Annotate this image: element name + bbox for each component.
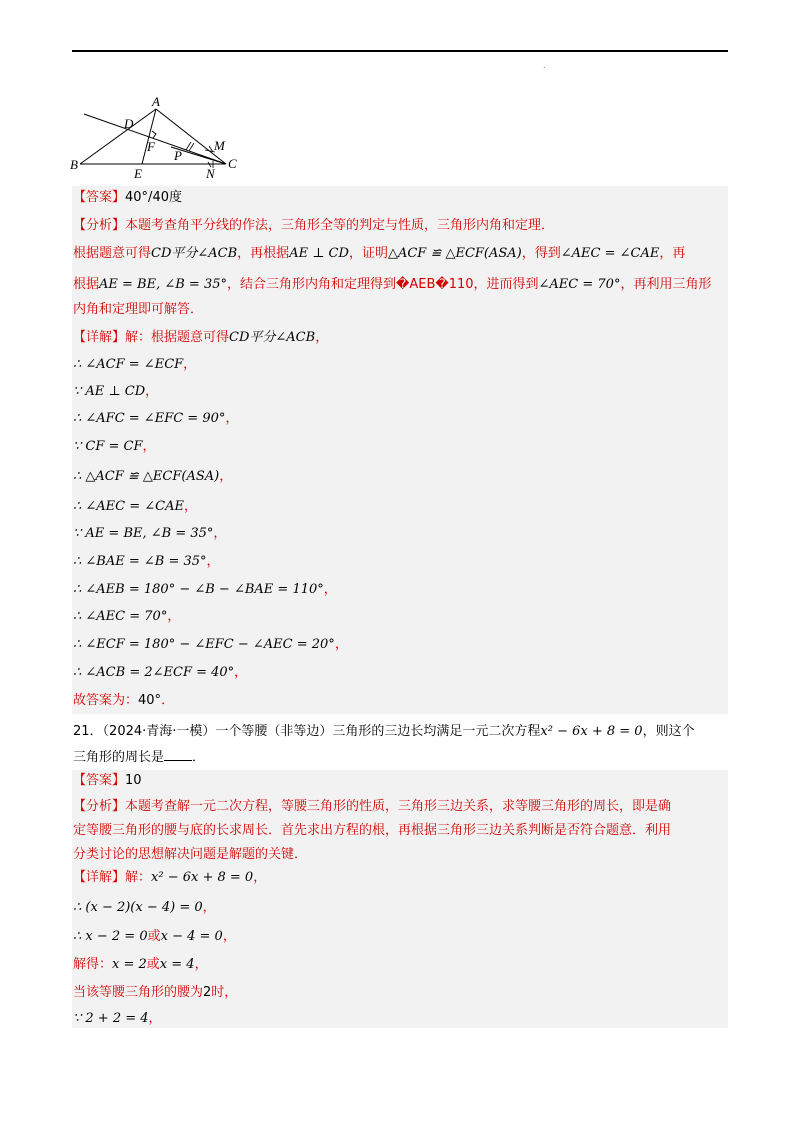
q20-analysis-line4: 内角和定理即可解答． xyxy=(73,302,204,317)
detail-tag: 【详解】 xyxy=(73,330,126,345)
label-d: D xyxy=(124,116,134,131)
step-math: ∴ ∠BAE = ∠B = 35° xyxy=(73,554,207,569)
math-expr: △ACF ≌ △ECF(ASA) xyxy=(387,246,522,261)
step-math: ∴ x − 2 = 0 xyxy=(73,929,148,944)
connector-text: 或 xyxy=(147,929,161,944)
q20-step xyxy=(73,607,180,627)
punct: ， xyxy=(145,384,159,399)
step-math: x = 4 xyxy=(159,957,195,972)
analysis-text: ，结合三角形内角和定理得到�AEB�110 xyxy=(227,277,474,292)
punct: ， xyxy=(184,499,198,514)
q20-step xyxy=(73,409,238,429)
q21-step xyxy=(73,927,236,947)
q21-analysis-line2: 定等腰三角形的腰与底的长求周长．首先求出方程的根，再根据三角形三边关系判断是否符合题意．利用 xyxy=(73,823,672,838)
punct: ， xyxy=(334,637,348,652)
label-e: E xyxy=(134,166,142,178)
q21-step xyxy=(73,898,216,918)
q20-detail-intro xyxy=(73,328,328,348)
analysis-text: ，再根据 xyxy=(237,246,290,261)
step-math: x = 2 xyxy=(112,957,147,972)
q20-step xyxy=(73,382,158,402)
step-math: ∴ ∠AEC = 70° xyxy=(73,609,168,624)
q20-analysis-line2 xyxy=(73,244,685,264)
punct: ， xyxy=(222,929,236,944)
q20-step xyxy=(73,524,226,544)
step-math: ∴ △ACF ≌ △ECF(ASA) xyxy=(73,469,220,484)
step-math: ∵ CF = CF xyxy=(73,439,143,454)
q20-final-answer xyxy=(73,691,174,711)
analysis-text: 本题考查解一元二次方程，等腰三角形的性质，三角形三边关系，求等腰三角形的周长，即是确 xyxy=(125,799,672,814)
step-math: ∴ ∠AEB = 180° − ∠B − ∠BAE = 110° xyxy=(73,582,324,597)
q21-answer xyxy=(73,771,142,791)
q20-step xyxy=(73,663,247,683)
question-text: 21．（2024·青海·一模）一个等腰（非等边）三角形的三边长均满足一元二次方程 xyxy=(73,724,541,739)
detail-text: 解：根据题意可得 xyxy=(125,330,230,345)
punct: ， xyxy=(219,469,233,484)
punct: ， xyxy=(142,439,156,454)
step-math: ∴ ∠ACF = ∠ECF xyxy=(73,357,184,372)
q20-step xyxy=(73,635,348,655)
math-expr: x² − 6x + 8 = 0 xyxy=(151,870,254,885)
step-math: ∴ ∠AFC = ∠EFC = 90° xyxy=(73,411,226,426)
punct: ， xyxy=(202,900,216,915)
final-label: 故答案为： xyxy=(73,693,139,708)
segment-ac xyxy=(156,109,226,164)
punct: ， xyxy=(167,609,181,624)
analysis-text: ，再 xyxy=(659,246,686,261)
analysis-tag: 【分析】 xyxy=(73,218,126,233)
q21-stem-line1 xyxy=(73,722,695,742)
step-value: 2 xyxy=(203,985,212,1000)
math-expr: CD平分∠ACB xyxy=(229,330,316,345)
q21-detail-intro xyxy=(73,868,266,888)
triangle-figure xyxy=(68,92,248,178)
q21-step xyxy=(73,983,237,1003)
analysis-text: 本题考查角平分线的作法，三角形全等的判定与性质，三角形内角和定理． xyxy=(125,218,555,233)
q20-step xyxy=(73,497,197,517)
punct: ． xyxy=(192,750,206,765)
label-c: C xyxy=(228,156,237,171)
step-text: 当该等腰三角形的腰为 xyxy=(73,985,204,1000)
math-expr: CD平分∠ACB xyxy=(151,246,238,261)
label-m: M xyxy=(214,138,225,153)
punct: ， xyxy=(183,357,197,372)
step-text: 时， xyxy=(211,985,238,1000)
analysis-text: ，证明 xyxy=(348,246,388,261)
q21-analysis-line3: 分类讨论的思想解决问题是解题的关键． xyxy=(73,847,308,862)
math-expr: AE = BE, ∠B = 35° xyxy=(99,277,228,292)
step-math: ∴ (x − 2)(x − 4) = 0 xyxy=(73,900,203,915)
q20-answer xyxy=(73,188,182,208)
right-angle-mark xyxy=(152,131,156,138)
step-math: ∴ ∠ACB = 2∠ECF = 40° xyxy=(73,665,235,680)
q20-step xyxy=(73,552,220,572)
answer-blank xyxy=(164,748,192,761)
q20-step xyxy=(73,355,196,375)
connector-text: 或 xyxy=(146,957,160,972)
q21-step xyxy=(73,1009,162,1029)
math-expr: AE ⊥ CD xyxy=(289,246,349,261)
q20-step xyxy=(73,580,337,600)
punct: ， xyxy=(315,330,329,345)
punct: ， xyxy=(148,1011,162,1026)
detail-tag: 【详解】 xyxy=(73,870,126,885)
punct: ， xyxy=(225,411,239,426)
math-expr: ∠AEC = 70° xyxy=(538,277,621,292)
analysis-tag: 【分析】 xyxy=(73,799,126,814)
q20-analysis-line1 xyxy=(73,216,554,236)
q21-stem-line2 xyxy=(73,748,205,768)
q21-analysis-line1 xyxy=(73,797,671,817)
answer-tag: 【答案】 xyxy=(73,773,126,788)
step-math: ∵ AE = BE, ∠B = 35° xyxy=(73,526,214,541)
step-math: ∵ AE ⊥ CD xyxy=(73,384,146,399)
arc-marks-p xyxy=(186,142,194,151)
q20-step xyxy=(73,467,232,487)
step-math: ∴ ∠AEC = ∠CAE xyxy=(73,499,184,514)
question-text: ，则这个 xyxy=(642,724,695,739)
punct: ， xyxy=(234,665,248,680)
analysis-text: 根据题意可得 xyxy=(73,246,152,261)
punct: ， xyxy=(194,957,208,972)
math-expr: x² − 6x + 8 = 0 xyxy=(540,724,643,739)
label-a: A xyxy=(152,94,160,109)
detail-text: 解： xyxy=(125,870,152,885)
label-b: B xyxy=(70,157,78,172)
punct: ， xyxy=(323,582,337,597)
answer-value: 40°/40度 xyxy=(125,190,182,205)
question-text: 三角形的周长是 xyxy=(73,750,165,765)
step-math: x − 4 = 0 xyxy=(160,929,223,944)
punct: ， xyxy=(206,554,220,569)
q21-step xyxy=(73,955,208,975)
q20-analysis-line3 xyxy=(73,275,711,295)
punct: ． xyxy=(161,693,175,708)
punct: ， xyxy=(253,870,267,885)
segment-dc xyxy=(84,114,226,164)
q20-step xyxy=(73,437,156,457)
header-dot: . xyxy=(543,61,546,70)
label-f: F xyxy=(147,139,155,154)
answer-tag: 【答案】 xyxy=(73,190,126,205)
answer-value: 10 xyxy=(125,773,142,788)
math-expr: ∠AEC = ∠CAE xyxy=(560,246,660,261)
step-text: 解得： xyxy=(73,957,113,972)
analysis-text: 根据 xyxy=(73,277,100,292)
analysis-text: ，得到 xyxy=(521,246,561,261)
analysis-text: ，再利用三角形 xyxy=(620,277,712,292)
header-rule xyxy=(72,50,728,52)
analysis-text: ，进而得到 xyxy=(473,277,539,292)
label-p: P xyxy=(174,148,182,163)
step-math: ∵ 2 + 2 = 4 xyxy=(73,1011,149,1026)
final-value: 40° xyxy=(138,693,162,708)
label-n: N xyxy=(206,166,215,178)
step-math: ∴ ∠ECF = 180° − ∠EFC − ∠AEC = 20° xyxy=(73,637,335,652)
punct: ， xyxy=(213,526,227,541)
